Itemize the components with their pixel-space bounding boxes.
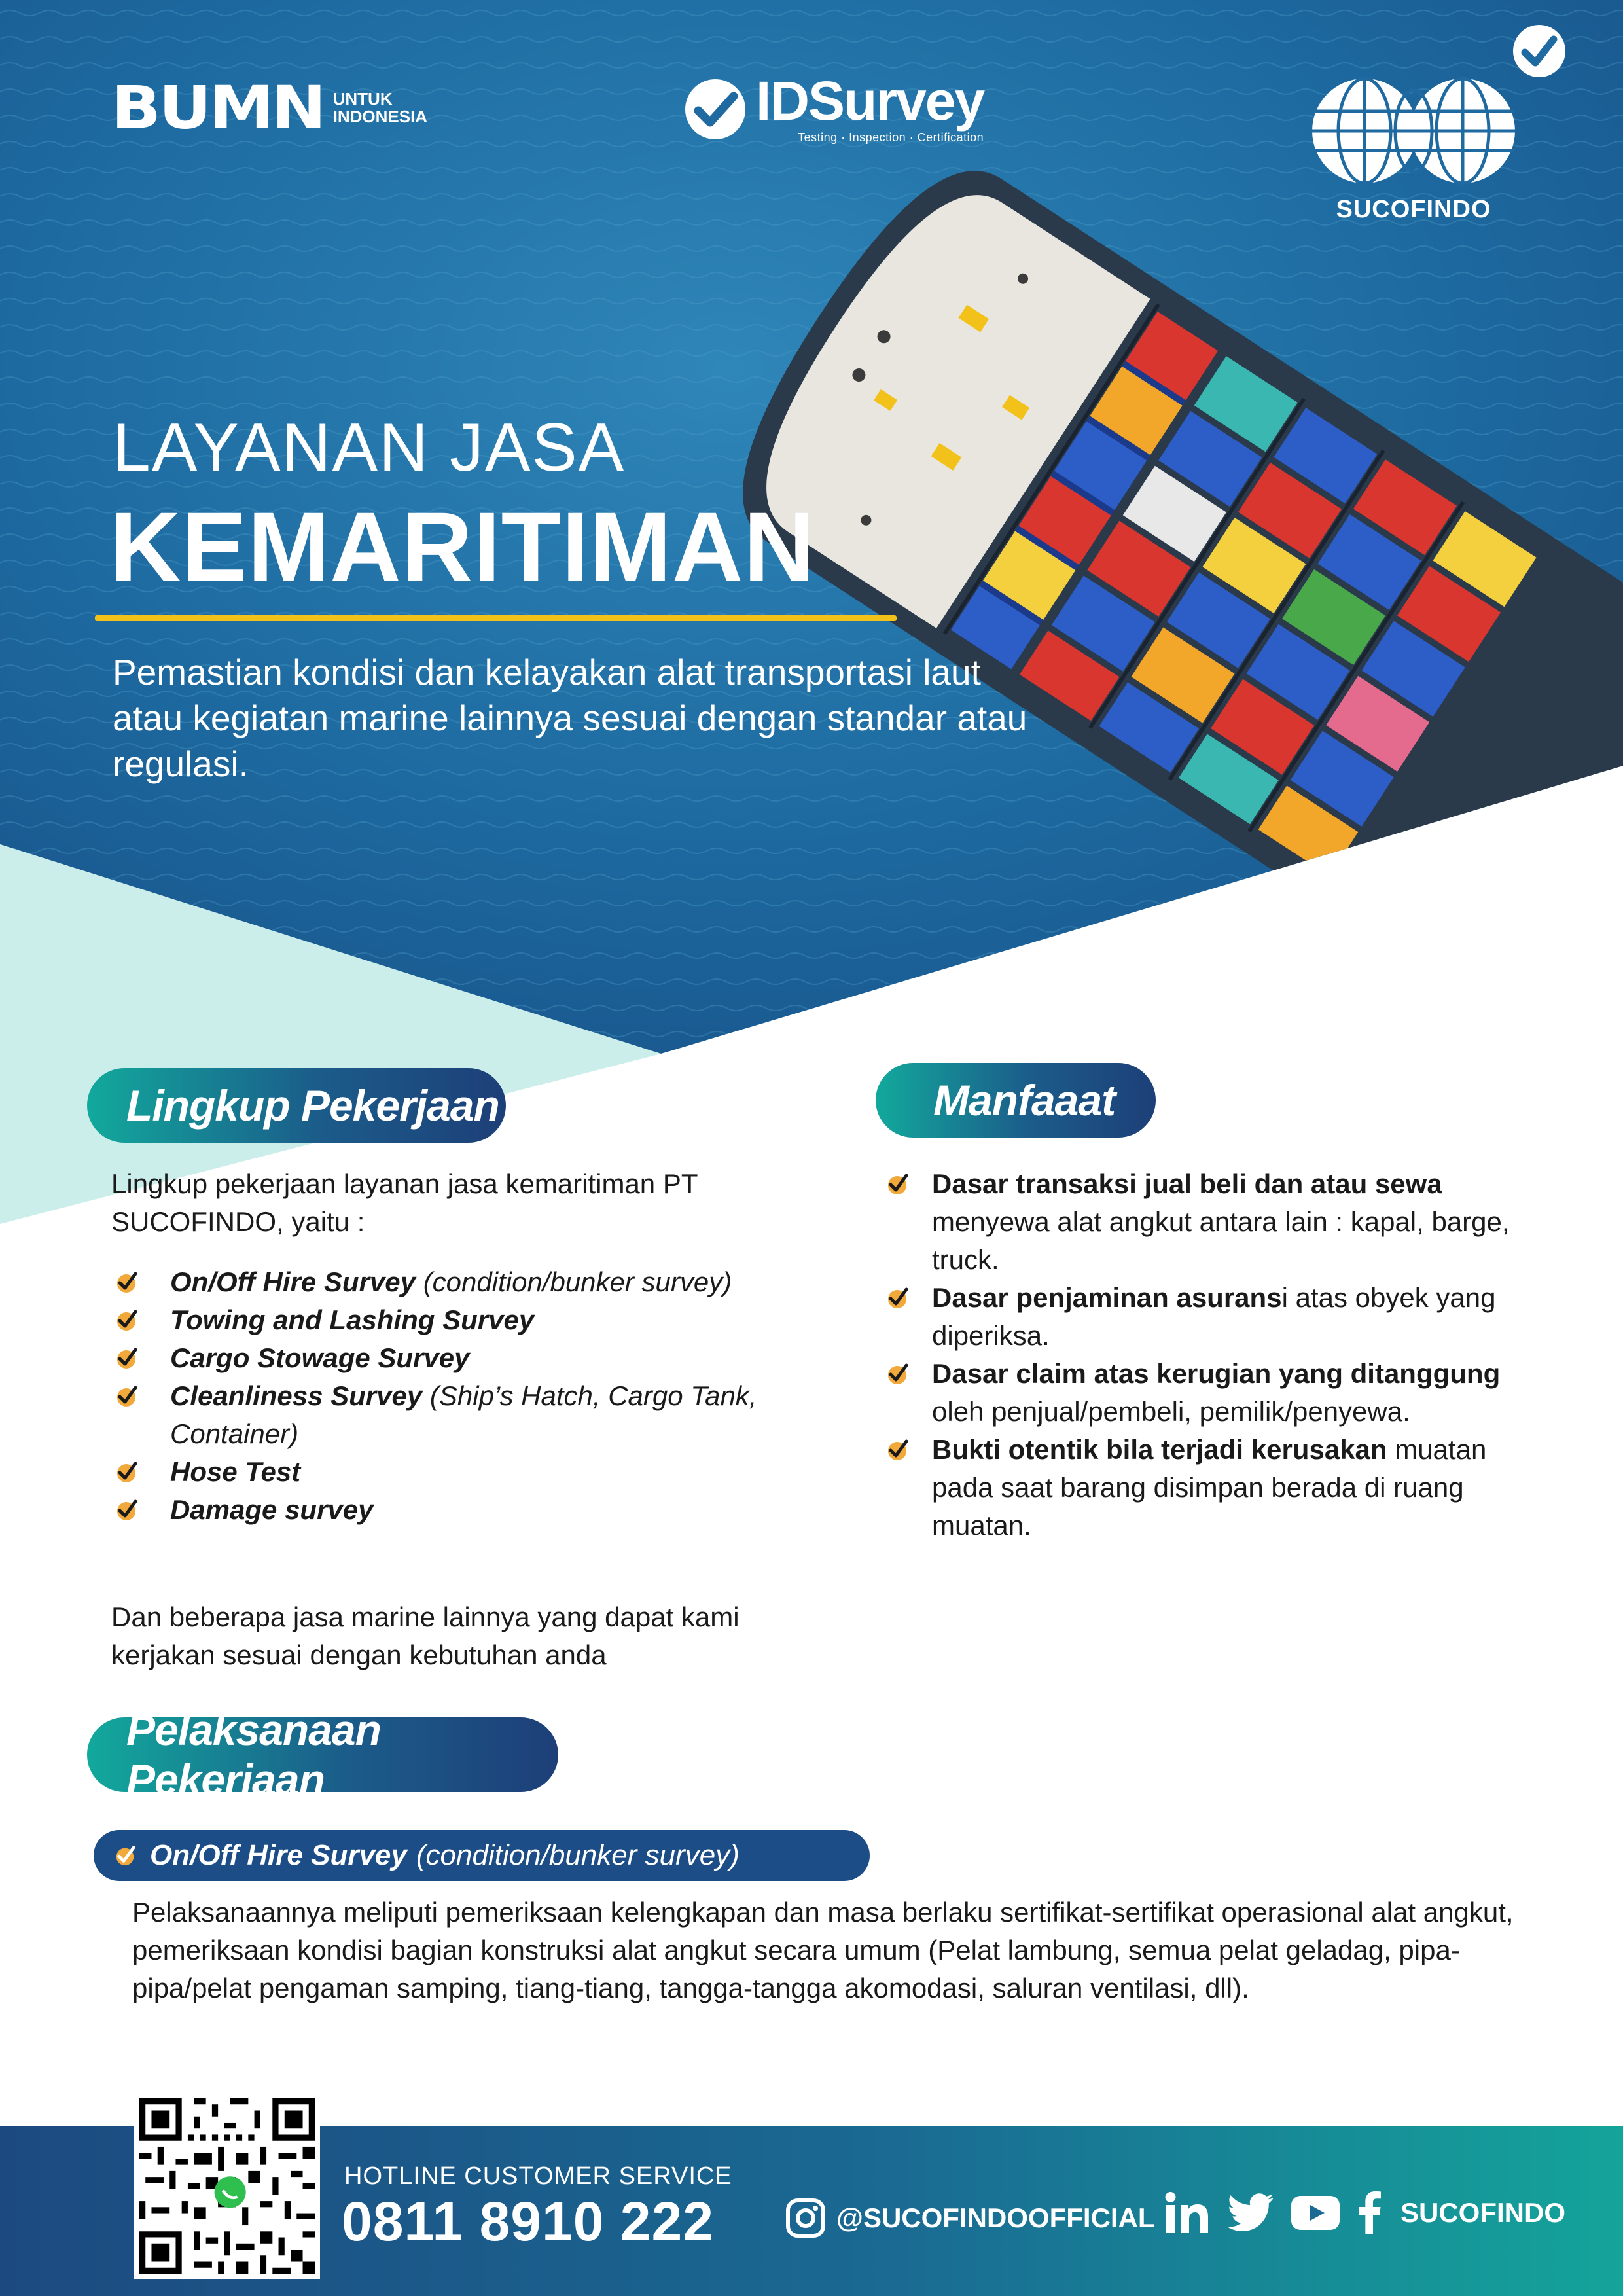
execution-item-bar: [94, 1830, 870, 1881]
scope-item-title: Cargo Stowage Survey: [170, 1342, 470, 1373]
twitter-icon[interactable]: [1228, 2193, 1275, 2233]
check-icon: [885, 1285, 910, 1310]
hero-title-line2: KEMARITIMAN: [110, 492, 815, 601]
list-item: [885, 1165, 1539, 1279]
benefit-item-text: i atas obyek yang diperiksa.: [932, 1282, 1496, 1351]
check-icon: [114, 1270, 139, 1295]
bumn-logo-mark: BUMN: [111, 73, 324, 143]
list-item: [111, 1453, 798, 1491]
bumn-logo-line2: INDONESIA: [332, 107, 428, 126]
instagram-link[interactable]: [785, 2198, 1155, 2238]
check-icon: [114, 1308, 139, 1333]
hotline-number[interactable]: 0811 8910 222: [342, 2191, 714, 2252]
idsurvey-logo: [684, 70, 984, 145]
execution-description: Pelaksanaannya meliputi pemeriksaan kelengkapan dan masa berlaku sertifikat-sertifikat operasional alat angkut, pemeriksaan kondisi bagian konstruksi alat angkut secara umum (Pelat lambung, semua pelat geladag, pipa-pipa/pelat pengaman samping, tiang-tiang, tangga-tangga akomodasi, saluran ventilasi, dll).: [132, 1897, 1514, 2003]
check-icon: [114, 1460, 139, 1484]
facebook-handle: SUCOFINDO: [1400, 2197, 1565, 2228]
sucofindo-logo: [1302, 72, 1525, 224]
benefit-item-bold: Dasar transaksi jual beli dan atau sewa: [932, 1168, 1442, 1199]
sucofindo-name: SUCOFINDO: [1336, 196, 1491, 223]
scope-item-title: Cleanliness Survey: [170, 1380, 423, 1411]
check-icon: [885, 1172, 910, 1196]
idsurvey-check-icon: [684, 78, 747, 141]
check-icon: [885, 1361, 910, 1386]
execution-heading: Pelaksanaan Pekerjaan: [87, 1717, 558, 1792]
list-item: [885, 1431, 1539, 1545]
check-icon: [885, 1437, 910, 1462]
hero-description: Pemastian kondisi dan kelayakan alat transportasi laut atau kegiatan marine lainnya sesuai dengan standar atau regulasi.: [113, 652, 1027, 784]
scope-item-note: (Ship’s Hatch, Cargo Tank, Container): [170, 1380, 757, 1449]
benefit-item-bold: Dasar claim atas kerugian yang ditanggung: [932, 1358, 1501, 1389]
instagram-handle: @SUCOFINDOOFFICIAL: [836, 2202, 1155, 2233]
list-item: [111, 1377, 798, 1453]
benefits-list: [885, 1165, 1539, 1545]
benefits-heading: Manfaaat: [876, 1063, 1156, 1138]
list-item: [885, 1279, 1539, 1355]
bumn-logo: [111, 75, 427, 141]
whatsapp-icon: [215, 2176, 246, 2208]
scope-item-title: Towing and Lashing Survey: [170, 1304, 535, 1335]
idsurvey-tagline: Testing · Inspection · Certification: [798, 131, 984, 144]
scope-item-title: Hose Test: [170, 1456, 301, 1487]
list-item: [111, 1491, 798, 1529]
bumn-logo-line1: UNTUK: [332, 88, 393, 109]
check-icon: [114, 1498, 139, 1522]
benefit-item-bold: Bukti otentik bila terjadi kerusakan: [932, 1434, 1387, 1465]
scope-item-title: On/Off Hire Survey: [170, 1266, 416, 1297]
title-underline: [95, 615, 897, 621]
idsurvey-corner-check-icon: [1512, 24, 1567, 79]
hotline-label: HOTLINE CUSTOMER SERVICE: [344, 2162, 732, 2190]
scope-list: [111, 1263, 798, 1529]
social-links: [1165, 2191, 1565, 2234]
sucofindo-globe-icon: [1306, 72, 1522, 190]
execution-item-title: On/Off Hire Survey: [150, 1839, 407, 1871]
scope-item-note: (condition/bunker survey): [423, 1266, 732, 1297]
check-icon: [113, 1844, 137, 1867]
check-icon: [114, 1384, 139, 1408]
youtube-icon[interactable]: [1291, 2195, 1340, 2231]
scope-outro: Dan beberapa jasa marine lainnya yang dapat kami kerjakan sesuai dengan kebutuhan anda: [111, 1602, 740, 1670]
scope-heading: Lingkup Pekerjaan: [87, 1068, 506, 1143]
execution-item-note: (condition/bunker survey): [416, 1839, 740, 1871]
benefit-item-text: oleh penjual/pembeli, pemilik/penyewa.: [932, 1396, 1410, 1427]
qr-code[interactable]: [134, 2093, 320, 2279]
hero-title-line1: LAYANAN JASA: [113, 410, 626, 486]
benefit-item-bold: Dasar penjaminan asurans: [932, 1282, 1282, 1313]
scope-intro: Lingkup pekerjaan layanan jasa kemaritiman PT SUCOFINDO, yaitu :: [111, 1168, 698, 1237]
benefit-item-text: menyewa alat angkut antara lain : kapal, barge, truck.: [932, 1206, 1510, 1275]
facebook-icon[interactable]: [1356, 2191, 1382, 2234]
list-item: [111, 1263, 798, 1301]
check-icon: [114, 1346, 139, 1371]
benefit-item-text: muatan pada saat barang disimpan berada di ruang muatan.: [932, 1434, 1487, 1541]
list-item: [111, 1301, 798, 1339]
instagram-icon: [785, 2198, 826, 2238]
scope-item-title: Damage survey: [170, 1494, 374, 1525]
linkedin-icon[interactable]: [1165, 2192, 1212, 2234]
list-item: [885, 1355, 1539, 1431]
idsurvey-name: IDSurvey: [756, 70, 984, 132]
list-item: [111, 1339, 798, 1377]
